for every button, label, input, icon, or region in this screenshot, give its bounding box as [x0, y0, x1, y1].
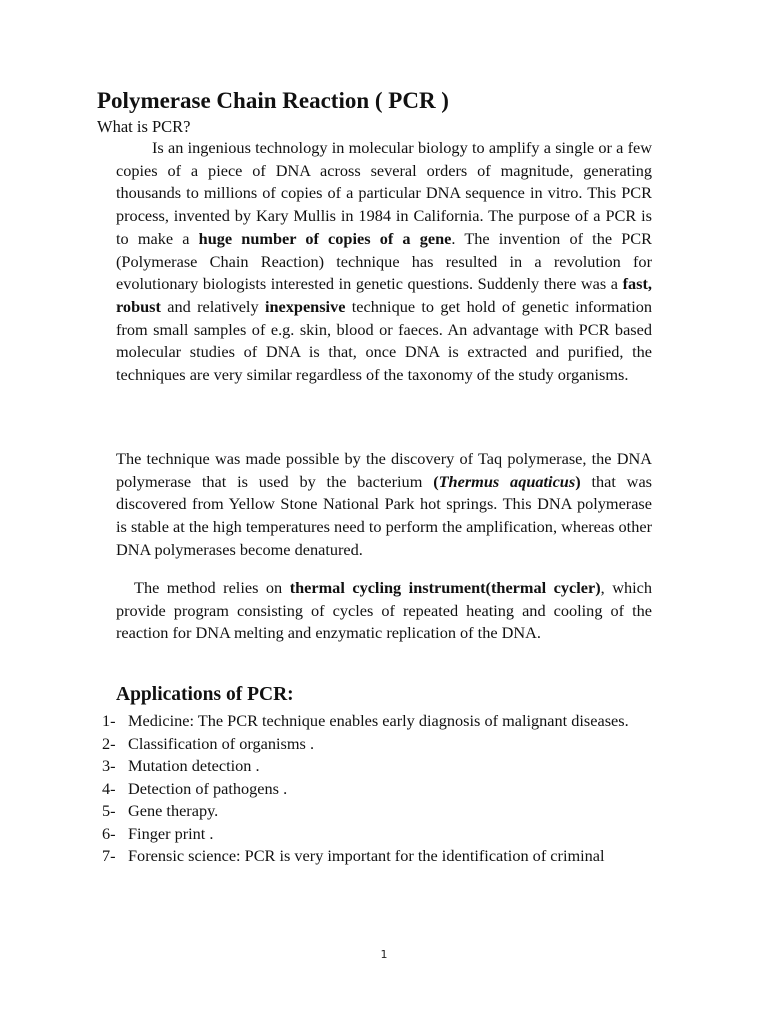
list-item	[102, 823, 662, 846]
list-item	[102, 710, 662, 733]
text-run: The method relies on	[134, 578, 290, 597]
list-item-text: Mutation detection .	[128, 756, 260, 775]
applications-heading: Applications of PCR:	[116, 684, 294, 705]
text-run: . The invention of the PCR (Polymerase Chain Reaction) technique has resulted in a revolution for evolutionary biologists interested in genetic questions. Suddenly there was a	[116, 228, 653, 294]
emphasis-text: thermal cycling instrument(thermal cycler)	[289, 578, 601, 597]
paragraph-thermal-cycling	[116, 577, 652, 645]
list-item-text: Forensic science: PCR is very important for the identification of criminal	[128, 846, 605, 865]
emphasis-text	[439, 472, 576, 491]
list-item-number: 7-	[102, 846, 116, 865]
applications-list	[102, 710, 662, 868]
text-run: The technique was made possible by the discovery of Taq polymerase, the DNA polymerase that is used by the bacterium	[116, 449, 652, 491]
list-item	[102, 733, 662, 756]
text-run: and relatively	[160, 296, 265, 316]
list-item-text: Gene therapy.	[128, 801, 219, 820]
list-item-number: 5-	[102, 801, 116, 820]
list-item	[102, 778, 662, 801]
list-item-number: 1-	[102, 711, 116, 730]
list-item-number: 6-	[102, 823, 116, 843]
list-item-number: 4-	[102, 778, 116, 798]
list-item-text: Medicine: The PCR technique enables early diagnosis of malignant diseases.	[128, 711, 629, 730]
text-run: that was discovered from Yellow Stone National Park hot springs. This DNA polymerase is stable at the high temperatures need to perform the amplification, whereas other DNA polymerases become denatured.	[116, 471, 653, 559]
list-item-text: Classification of organisms .	[128, 733, 315, 753]
list-item-number: 2-	[102, 733, 116, 753]
emphasis-text: )	[575, 471, 581, 491]
text-run: , which provide program consisting of cycles of repeated heating and cooling of the reaction for DNA melting and enzymatic replication of the DNA.	[116, 578, 652, 643]
paragraph-taq-polymerase	[116, 448, 652, 562]
list-item-text: Finger print .	[128, 823, 214, 843]
page-number: 1	[380, 948, 388, 961]
emphasis-text: fast, robust	[116, 274, 652, 316]
document-title: Polymerase Chain Reaction ( PCR )	[97, 88, 449, 113]
species-name: Thermus aquaticus	[438, 471, 576, 491]
list-item	[102, 800, 662, 823]
emphasis-text: huge number of copies of a gene	[198, 228, 452, 248]
emphasis-text: (	[433, 471, 439, 491]
list-item-number: 3-	[102, 756, 116, 775]
paragraph-intro	[116, 137, 652, 387]
emphasis-text: inexpensive	[264, 296, 346, 316]
list-item-text: Detection of pathogens .	[128, 778, 288, 798]
text-run: Is an ingenious technology in molecular biology to amplify a single or a few copies of a piece of DNA across several orders of magnitude, generating thousands to millions of copies of a particular DNA sequence in vitro. This PCR process, invented by Kary Mullis in 1984 in California. The purpose of a PCR is to make a	[116, 138, 652, 248]
list-item	[102, 845, 662, 868]
text-run: technique to get hold of genetic information from small samples of e.g. skin, blood or faeces. An advantage with PCR based molecular studies of DNA is that, once DNA is extracted and purified, the techniques are very similar regardless of the taxonomy of the study organisms.	[116, 296, 652, 385]
list-item	[102, 755, 662, 778]
question-heading: What is PCR?	[97, 117, 191, 136]
